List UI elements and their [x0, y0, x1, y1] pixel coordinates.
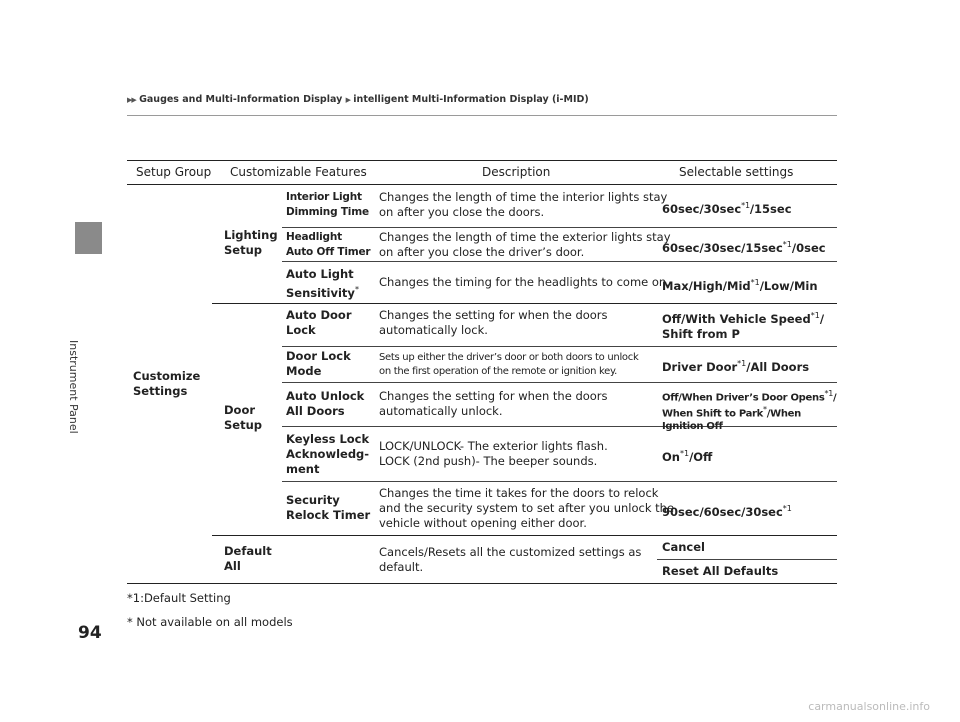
- feature-description: [379, 275, 670, 290]
- feature-description: [379, 545, 641, 575]
- subgroup-default: [224, 544, 272, 574]
- default-marker: *1: [810, 311, 820, 320]
- col-header-description: Description: [482, 165, 551, 179]
- feature-line: Sensitivity: [286, 285, 355, 300]
- feature-description: [379, 190, 667, 220]
- feature-name: [286, 493, 370, 523]
- default-marker: *1: [824, 389, 833, 398]
- description-line: on after you close the driver’s door.: [379, 245, 585, 259]
- default-marker: *1: [782, 240, 792, 249]
- table-bottom-rule: [127, 583, 837, 584]
- default-marker: *1: [782, 504, 792, 513]
- description-line: default.: [379, 560, 424, 574]
- feature-line: Auto Unlock: [286, 389, 365, 403]
- setting-text: /Off: [689, 449, 713, 464]
- feature-name: [286, 432, 369, 477]
- feature-name: [286, 230, 370, 260]
- footnote-not-available: * Not available on all models: [127, 615, 293, 629]
- description-line: on the first operation of the remote or ignition key.: [379, 366, 618, 377]
- feature-name: [286, 349, 351, 379]
- description-line: Changes the timing for the headlights to come on.: [379, 275, 670, 289]
- setting-options: [662, 356, 809, 375]
- subgroup-lighting: [224, 228, 278, 258]
- subgroup-line: Setup: [224, 418, 262, 432]
- setting-text: Shift from P: [662, 326, 740, 341]
- setting-options: [662, 388, 836, 433]
- group-line: Customize: [133, 369, 201, 383]
- setting-text: Max/High/Mid: [662, 278, 751, 293]
- feature-line: Auto Light: [286, 267, 354, 281]
- row-divider: [282, 346, 837, 347]
- feature-line: Dimming Time: [286, 206, 369, 218]
- feature-description: [379, 389, 608, 419]
- breadcrumb-arrow-icon: ▶: [345, 96, 350, 104]
- description-line: Changes the length of time the interior lights stay: [379, 190, 668, 204]
- setting-text: /0sec: [791, 240, 826, 255]
- setting-text: Ignition Off: [662, 420, 723, 432]
- setting-text: When Shift to Park: [662, 408, 764, 420]
- setting-text: /15sec: [749, 201, 792, 216]
- subgroup-line: Door: [224, 403, 256, 417]
- feature-line: Mode: [286, 364, 322, 378]
- setting-text: 60sec/30sec/15sec: [662, 240, 783, 255]
- default-marker: *1: [679, 449, 690, 458]
- setting-text: /: [819, 311, 825, 326]
- breadcrumb: [127, 94, 589, 105]
- header-divider: [127, 115, 837, 116]
- description-line: vehicle without opening either door.: [379, 516, 587, 530]
- default-marker: *1: [741, 201, 750, 210]
- setting-text: Driver Door: [662, 359, 738, 374]
- row-divider: [282, 481, 837, 482]
- subgroup-line: Lighting: [224, 228, 278, 242]
- group-line: Settings: [133, 384, 188, 398]
- setting-text: 90sec/60sec/30sec: [662, 504, 783, 519]
- setting-text: /Low/Min: [759, 278, 818, 293]
- subgroup-line: Default: [224, 544, 272, 558]
- row-divider: [282, 382, 837, 383]
- setting-options: [662, 237, 826, 256]
- feature-description: [379, 230, 671, 260]
- feature-line: Headlight: [286, 231, 342, 243]
- feature-description: [379, 439, 608, 469]
- page-number: 94: [78, 623, 102, 643]
- feature-line: Security: [286, 493, 340, 507]
- description-line: automatically unlock.: [379, 404, 503, 418]
- feature-description: [379, 308, 608, 338]
- setting-options: [662, 198, 792, 217]
- setting-options: [662, 446, 712, 465]
- row-divider: [282, 261, 837, 262]
- feature-line: Acknowledg-: [286, 447, 370, 461]
- subgroup-line: All: [224, 559, 241, 573]
- feature-name: [286, 308, 352, 338]
- setting-text: Off/When Driver’s Door Opens: [662, 392, 825, 404]
- setting-text: /: [833, 392, 837, 404]
- description-line: on after you close the doors.: [379, 205, 545, 219]
- setting-text: /All Doors: [746, 359, 810, 374]
- breadcrumb-link-imid[interactable]: intelligent Multi-Information Display (i-MID): [353, 94, 589, 105]
- description-line: Changes the length of time the exterior lights stay: [379, 230, 671, 244]
- setting-text: Off/With Vehicle Speed: [662, 311, 811, 326]
- subgroup-divider: [212, 535, 837, 536]
- option-cancel: Cancel: [662, 540, 705, 554]
- setting-text: On: [662, 449, 680, 464]
- breadcrumb-arrow-icon: ▶▶: [127, 96, 136, 104]
- settings-table: [127, 160, 837, 584]
- col-header-setup-group: Setup Group: [136, 165, 212, 179]
- setting-text: /When: [766, 408, 801, 420]
- availability-marker: *: [354, 285, 359, 294]
- col-header-features: Customizable Features: [230, 165, 367, 179]
- description-line: automatically lock.: [379, 323, 488, 337]
- feature-name: [286, 267, 359, 301]
- feature-line: Keyless Lock: [286, 432, 370, 446]
- side-section-label: Instrument Panel: [67, 340, 80, 434]
- subgroup-door: [224, 403, 262, 433]
- feature-line: Interior Light: [286, 191, 362, 203]
- default-marker: *1: [750, 278, 760, 287]
- footnote-default-setting: *1:Default Setting: [127, 591, 231, 605]
- header-bottom-rule: [127, 184, 837, 185]
- feature-name: [286, 190, 369, 220]
- default-marker: *1: [737, 359, 747, 368]
- subgroup-line: Setup: [224, 243, 262, 257]
- feature-line: Auto Off Timer: [286, 246, 371, 258]
- setting-options: [662, 275, 818, 294]
- feature-line: ment: [286, 462, 320, 476]
- availability-marker: *: [763, 405, 767, 415]
- description-line: Changes the time it takes for the doors to relock: [379, 486, 659, 500]
- description-line: LOCK (2nd push)- The beeper sounds.: [379, 454, 598, 468]
- feature-description: [379, 486, 674, 531]
- feature-description: [379, 351, 638, 379]
- row-divider: [282, 227, 837, 228]
- subgroup-divider: [212, 303, 837, 304]
- feature-name: [286, 389, 364, 419]
- description-line: LOCK/UNLOCK- The exterior lights flash.: [379, 439, 608, 453]
- description-line: and the security system to set after you unlock the: [379, 501, 675, 515]
- feature-line: All Doors: [286, 404, 345, 418]
- setting-options: [662, 501, 792, 520]
- setting-options: [662, 308, 824, 342]
- feature-line: Relock Timer: [286, 508, 371, 522]
- section-tab: [75, 222, 102, 254]
- col-header-settings: Selectable settings: [679, 165, 794, 179]
- description-line: Changes the setting for when the doors: [379, 389, 608, 403]
- option-divider: [657, 559, 837, 560]
- setting-text: 60sec/30sec: [662, 201, 742, 216]
- watermark: carmanualsonline.info: [808, 700, 930, 713]
- option-reset-all-defaults: Reset All Defaults: [662, 564, 779, 578]
- description-line: Cancels/Resets all the customized settings as: [379, 545, 642, 559]
- description-line: Changes the setting for when the doors: [379, 308, 608, 322]
- setup-group-label: [133, 369, 200, 399]
- description-line: Sets up either the driver’s door or both doors to unlock: [379, 352, 639, 363]
- feature-line: Door Lock: [286, 349, 351, 363]
- feature-line: Lock: [286, 323, 316, 337]
- feature-line: Auto Door: [286, 308, 352, 322]
- breadcrumb-link-gauges[interactable]: Gauges and Multi-Information Display: [139, 94, 343, 105]
